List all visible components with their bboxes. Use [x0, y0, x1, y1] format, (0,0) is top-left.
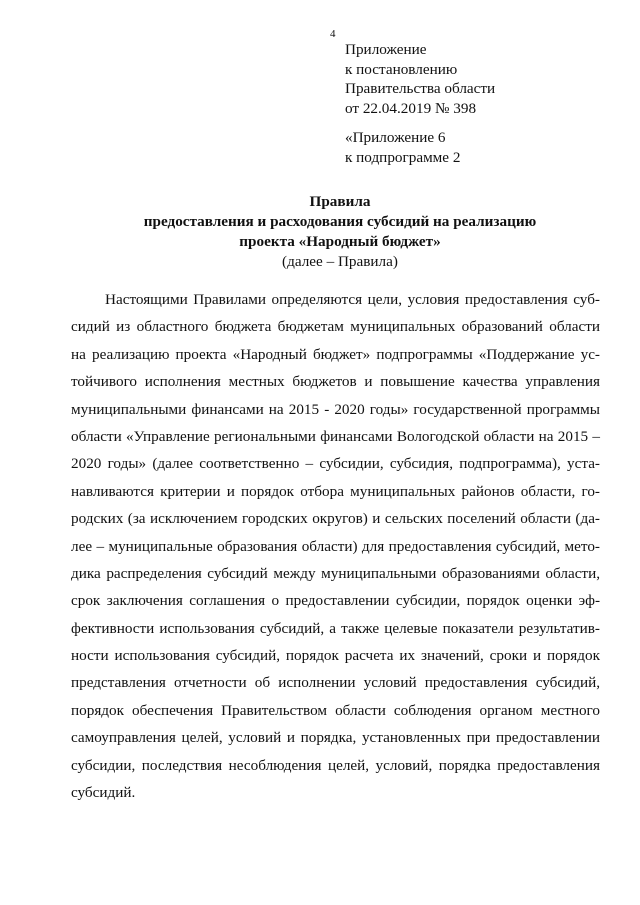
body-line: субсидии, последствия несоблюдения целей, условий, порядка предоставления: [71, 756, 600, 774]
page-number: 4: [330, 28, 336, 40]
body-line: родских (за исключением городских округов) и сельских поселений области (да-: [71, 510, 600, 528]
appendix-line: Приложение: [345, 41, 427, 58]
title-note: (далее – Правила): [282, 253, 398, 270]
body-line: представления отчетности об исполнении условий предоставления субсидий,: [71, 674, 600, 692]
appendix-header: [345, 40, 495, 118]
body-line: на реализацию проекта «Народный бюджет» подпрограммы «Поддержание ус-: [71, 345, 600, 363]
body-line: срок заключения соглашения о предоставлении субсидии, порядок оценки эф-: [71, 592, 600, 610]
title-line: Правила: [309, 193, 371, 210]
body-line: навливаются критерии и порядок отбора муниципальных районов области, го-: [71, 482, 600, 500]
sub-appendix-line: к подпрограмме 2: [345, 148, 461, 166]
body-line: 2020 годы» (далее соответственно – субсидии, субсидия, подпрограмма), уста-: [71, 455, 600, 473]
body-line: Настоящими Правилами определяются цели, условия предоставления суб-: [105, 291, 600, 308]
title-line: предоставления и расходования субсидий на реализацию: [143, 213, 537, 230]
sub-appendix-header: [345, 128, 460, 167]
title-line: проекта «Народный бюджет»: [239, 233, 441, 250]
document-title: [0, 192, 640, 272]
body-paragraph: [71, 286, 600, 806]
body-line: субсидий.: [71, 784, 136, 802]
body-line: сидий из областного бюджета бюджетам муниципальных образований области: [71, 318, 600, 336]
body-line: ности использования субсидий, порядок расчета их значений, сроки и порядок: [71, 647, 600, 665]
body-line: самоуправления целей, условий и порядка, установленных при предоставлении: [71, 729, 600, 747]
appendix-line: к постановлению: [345, 60, 458, 78]
appendix-line: Правительства области: [345, 80, 496, 97]
body-line: тойчивого исполнения местных бюджетов и повышение качества управления: [71, 373, 600, 391]
body-line: дика распределения субсидий между муниципальными образованиями области,: [71, 564, 600, 582]
body-line: области «Управление региональными финансами Вологодской области на 2015 –: [71, 427, 600, 445]
sub-appendix-line: «Приложение 6: [345, 129, 446, 146]
appendix-line: от 22.04.2019 № 398: [345, 99, 477, 117]
body-line: порядок обеспечения Правительством области соблюдения органом местного: [71, 701, 600, 719]
body-line: лее – муниципальные образования области) для предоставления субсидий, мето-: [71, 537, 600, 555]
body-line: фективности использования субсидий, а также целевые показатели результатив-: [71, 619, 600, 637]
body-line: муниципальными финансами на 2015 - 2020 годы» государственной программы: [71, 400, 600, 418]
